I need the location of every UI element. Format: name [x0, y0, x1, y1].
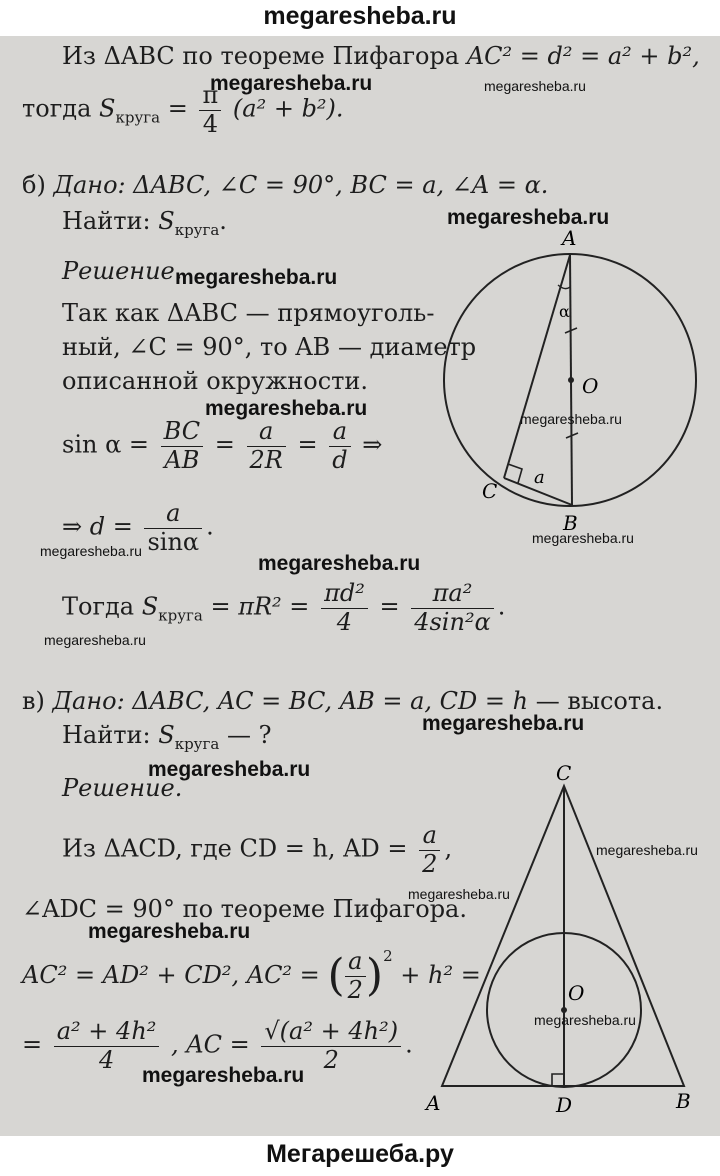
item-label: в) [22, 687, 45, 715]
part-b-given [22, 172, 548, 200]
label-d: D [556, 1093, 573, 1117]
denominator: 4sin²α [414, 607, 491, 636]
watermark: megaresheba.ru [422, 712, 585, 735]
part-b-text3: описанной окружности. [62, 367, 369, 395]
label-a: A [562, 226, 577, 250]
part-b-solution-heading: Решение. [62, 257, 183, 285]
s-subscript: круга [115, 108, 161, 127]
watermark: megaresheba.ru [596, 842, 698, 858]
numerator: a [345, 948, 366, 977]
right-angle-mark [552, 1074, 564, 1086]
label-side-a: a [534, 467, 545, 488]
site-header: megaresheba.ru [263, 2, 457, 30]
part-c-line2: ∠ADC = 90° по теореме Пифагора. [22, 895, 467, 923]
part-c-find [62, 722, 271, 753]
watermark: megaresheba.ru [88, 920, 251, 943]
figure-c-triangle [420, 760, 710, 1120]
s-letter: S [158, 207, 175, 235]
label-b: B [563, 511, 578, 535]
denominator: d [332, 445, 348, 474]
fraction [144, 500, 202, 556]
watermark: megaresheba.ru [258, 552, 421, 575]
formula: = πR² = [210, 592, 310, 621]
fraction [329, 418, 350, 474]
denominator: 2 [323, 1045, 339, 1074]
formula: , AC = [171, 1030, 250, 1059]
watermark: megaresheba.ru [148, 758, 311, 781]
fraction [161, 418, 203, 474]
text: ⇒ d = [62, 512, 133, 541]
watermark: megaresheba.ru [532, 530, 634, 546]
watermark: megaresheba.ru [142, 1064, 305, 1087]
formula: (a² + b²). [232, 94, 344, 123]
part-c-solution-heading: Решение. [62, 774, 183, 802]
watermark: megaresheba.ru [484, 78, 586, 94]
fraction [321, 580, 368, 636]
label-alpha: α [559, 302, 570, 321]
given-text: ΔABC, AC = BC, AB = a, CD = h [132, 687, 529, 715]
punct: , [444, 834, 453, 863]
given-word: Дано: [53, 171, 126, 199]
punct: . [219, 207, 227, 235]
part-b-area-eq [62, 580, 505, 636]
s-subscript: круга [158, 606, 203, 625]
denominator: 4 [336, 607, 353, 636]
text: — ? [226, 721, 272, 749]
formula: AC² = AD² + CD², AC² = [22, 961, 320, 989]
text: тогда [22, 94, 92, 123]
numerator: BC [161, 418, 203, 447]
s-letter: S [141, 592, 159, 621]
numerator: πa² [411, 580, 494, 609]
numerator: √(a² + 4h²) [261, 1018, 401, 1047]
fraction [247, 418, 286, 474]
part-b-text2: ный, ∠C = 90°, то AB — диаметр [62, 333, 477, 361]
denominator: 2 [422, 849, 438, 878]
watermark: megaresheba.ru [447, 206, 610, 229]
part-b-sin-eq: sin α = $\frac{BC}{AB}$ = $\frac{a}{2R}$ = $\frac{a}{d}$ ⇒ [62, 417, 383, 474]
punct: . [405, 1030, 413, 1059]
given-text: — высота. [535, 687, 664, 715]
part-c-line1 [62, 822, 452, 878]
watermark: megaresheba.ru [210, 72, 373, 95]
exponent: 2 [383, 947, 393, 965]
punct: . [206, 512, 214, 541]
label-b: B [676, 1089, 691, 1113]
numerator: πd² [321, 580, 368, 609]
watermark: megaresheba.ru [44, 632, 146, 648]
label-o: O [582, 374, 599, 398]
text: sin α = [62, 430, 150, 459]
numerator: a [329, 418, 350, 447]
given-text: ΔABC, ∠C = 90°, BC = a, ∠A = α. [133, 171, 549, 199]
s-subscript: круга [174, 735, 220, 753]
denominator: 4 [202, 109, 219, 138]
formula: AC² = d² = a² + b², [466, 42, 700, 70]
equals: = [22, 1030, 43, 1059]
label-a: A [426, 1091, 441, 1115]
part-c-line3: AC² = AD² + CD², AC² = ( $\frac{a}{2}$ )$^2$ + h² = [22, 947, 481, 1004]
side-ac [504, 255, 570, 478]
text: Из ΔABC по теореме Пифагора [62, 42, 460, 70]
text: Из ΔACD, где CD = h, AD = [62, 834, 408, 863]
numerator: a [144, 500, 202, 529]
item-label: б) [22, 171, 46, 199]
fraction [411, 580, 494, 636]
watermark: megaresheba.ru [175, 266, 338, 289]
formula: + h² = [400, 961, 481, 989]
part-b-text1: Так как ΔABC — прямоуголь- [62, 299, 435, 327]
label-c: C [556, 761, 572, 785]
numerator: a [419, 822, 440, 851]
label-o: O [568, 981, 585, 1005]
watermark: megaresheba.ru [520, 411, 622, 427]
numerator: π [199, 82, 221, 111]
find-word: Найти: [62, 721, 151, 749]
implies: ⇒ [362, 430, 383, 459]
numerator: a² + 4h² [54, 1018, 160, 1047]
watermark: megaresheba.ru [408, 886, 510, 902]
denominator: 4 [98, 1045, 115, 1074]
punct: . [497, 592, 506, 621]
watermark: megaresheba.ru [40, 543, 142, 559]
denominator: 2 [347, 976, 363, 1004]
find-word: Найти: [62, 207, 151, 235]
center-point [568, 377, 574, 383]
text: Тогда [62, 592, 135, 621]
given-word: Дано: [52, 687, 125, 715]
equals: = [379, 592, 400, 621]
s-letter: S [158, 721, 175, 749]
denominator: 2R [249, 445, 283, 474]
denominator: AB [164, 445, 200, 474]
equals: = [167, 94, 188, 123]
numerator: a [247, 418, 286, 447]
watermark: megaresheba.ru [534, 1012, 636, 1028]
s-subscript: круга [174, 221, 220, 239]
fraction [345, 948, 366, 1004]
watermark: megaresheba.ru [205, 397, 368, 420]
part-a-line1 [62, 43, 700, 71]
site-footer: Мегарешеба.ру [266, 1140, 454, 1168]
part-b-find [62, 208, 227, 239]
label-c: C [482, 479, 498, 503]
denominator: sinα [147, 527, 200, 556]
s-letter: S [99, 94, 116, 123]
figure-b-circle [438, 225, 708, 535]
